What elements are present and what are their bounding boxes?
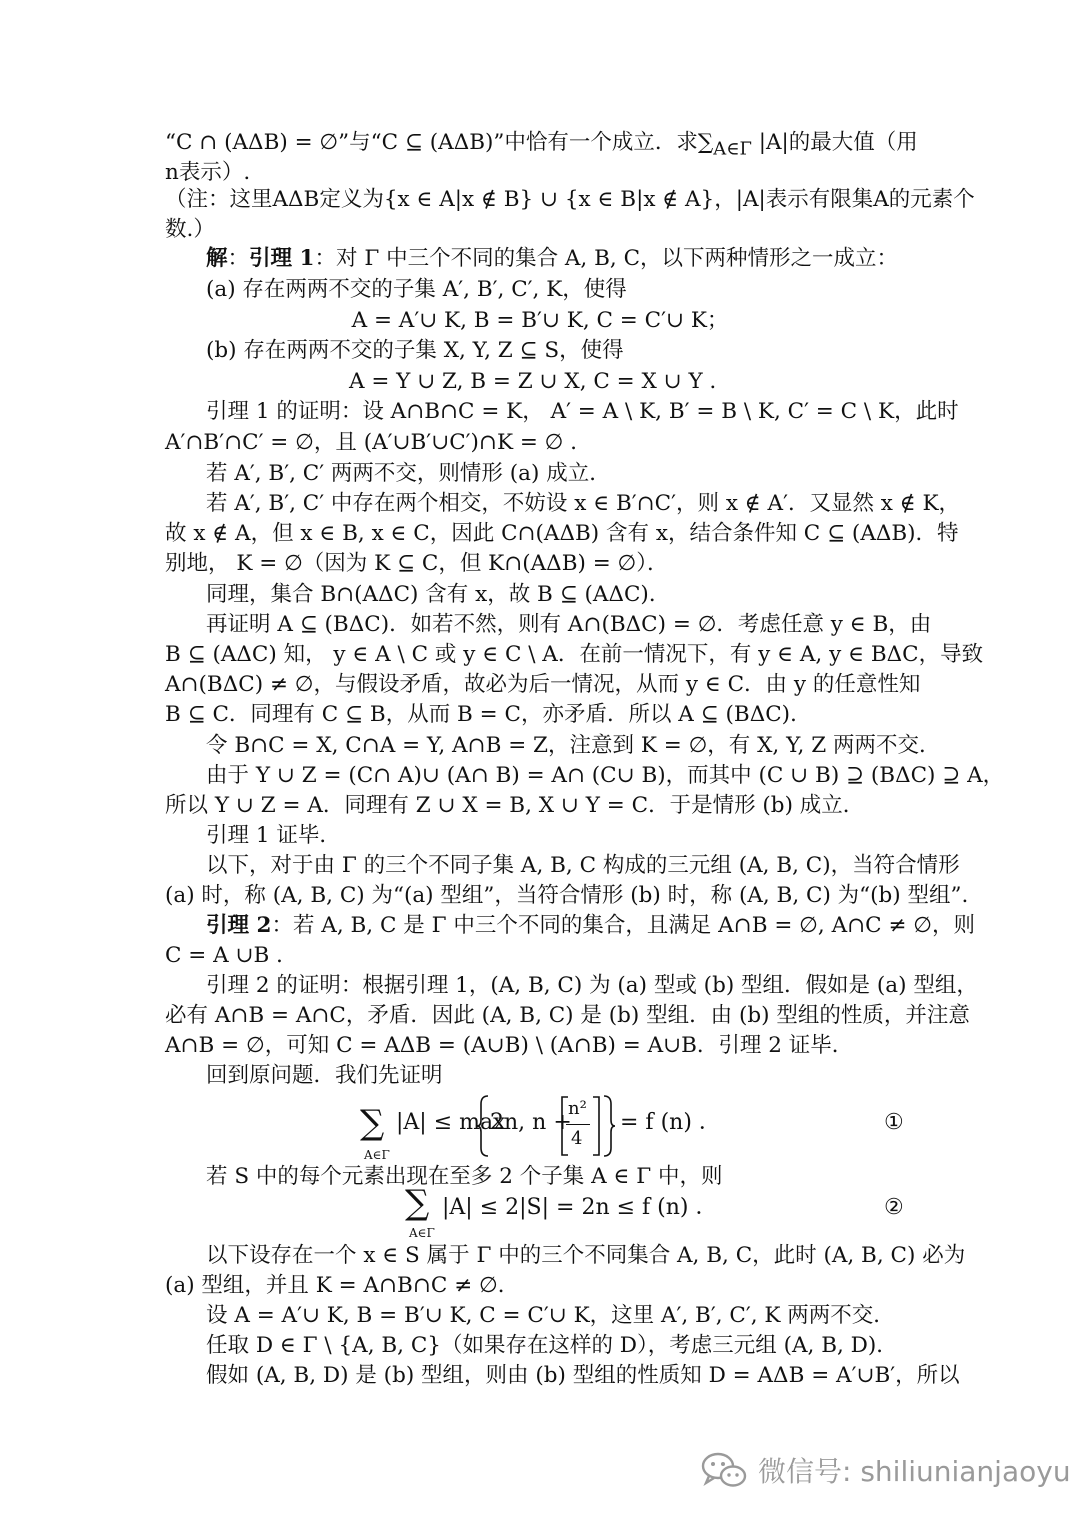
- text-line: (a) 时，称 (A, B, C) 为“(a) 型组”，当符合情形 (b) 时，称 (A, B, C) 为“(b) 型组”.: [165, 883, 969, 908]
- equation-line: A = A′∪ K, B = B′∪ K, C = C′∪ K；: [351, 308, 729, 333]
- text-line: 假如 (A, B, D) 是 (b) 型组，则由 (b) 型组的性质知 D = AΔB = A′∪B′，所以: [206, 1363, 960, 1388]
- text-line: 解：引理 1：对 Γ 中三个不同的集合 A, B, C，以下两种情形之一成立：: [206, 246, 899, 271]
- watermark-text: 微信号: shiliunianjaoyu: [758, 1455, 1071, 1488]
- text-line: C = A ∪B ．: [165, 943, 298, 968]
- eq1-rhs: = f (n) ．: [620, 1110, 721, 1135]
- text-line: B ⊆ C．同理有 C ⊆ B，从而 B = C，亦矛盾．所以 A ⊆ (BΔC)．: [165, 702, 812, 727]
- equation-line: A = Y ∪ Z, B = Z ∪ X, C = X ∪ Y ．: [348, 369, 732, 394]
- text-line: 同理，集合 B∩(AΔC) 含有 x，故 B ⊆ (AΔC)．: [206, 582, 671, 607]
- sum-symbol: ∑: [405, 1183, 430, 1223]
- text-line: 任取 D ∈ Γ \ {A, B, C}（如果存在这样的 D），考虑三元组 (A, B, D)．: [206, 1333, 898, 1358]
- sum-symbol: ∑: [360, 1103, 385, 1143]
- text-line: (b) 存在两两不交的子集 X, Y, Z ⊆ S，使得: [206, 338, 624, 363]
- watermark: [700, 1446, 1071, 1494]
- text-line: 所以 Y ∪ Z = A．同理有 Z ∪ X = B, X ∪ Y = C．于是情形 (b) 成立．: [165, 793, 865, 818]
- text-line: (a) 存在两两不交的子集 A′, B′, C′, K，使得: [206, 277, 627, 302]
- text-line: 引理 1 证毕．: [206, 823, 341, 848]
- text-line: 以下设存在一个 x ∈ S 属于 Γ 中的三个不同集合 A, B, C，此时 (A, B, C) 必为: [206, 1243, 966, 1268]
- text-line: 若 A′, B′, C′ 两两不交，则情形 (a) 成立．: [206, 461, 611, 486]
- text-line: 再证明 A ⊆ (BΔC)．如若不然，则有 A∩(BΔC) = ∅．考虑任意 y ∈ B，由: [206, 612, 932, 637]
- text-line: 必有 A∩B = A∩C，矛盾．因此 (A, B, C) 是 (b) 型组．由 (b) 型组的性质，并注意: [165, 1003, 970, 1028]
- text-line: 引理 1 的证明：设 A∩B∩C = K， A′ = A \ K, B′ = B \ K, C′ = C \ K，此时: [206, 399, 959, 424]
- text-line: 引理 2 的证明：根据引理 1，(A, B, C) 为 (a) 型或 (b) 型组．假如是 (a) 型组，: [206, 973, 978, 998]
- wechat-icon: [700, 1450, 748, 1490]
- text-line: A′∩B′∩C′ = ∅，且 (A′∪B′∪C′)∩K = ∅ ．: [165, 430, 592, 455]
- text-line: (a) 型组，并且 K = A∩B∩C ≠ ∅．: [165, 1273, 520, 1298]
- right-floor-bracket: [591, 1096, 601, 1156]
- frac-denominator: 4: [571, 1128, 583, 1149]
- equation-number-2: ②: [884, 1195, 904, 1220]
- text-line: 若 S 中的每个元素出现在至多 2 个子集 A ∈ Γ 中，则: [206, 1164, 723, 1189]
- text-line: A∩B = ∅，可知 C = AΔB = (A∪B) \ (A∩B) = A∪B．引理 2 证毕．: [165, 1033, 854, 1058]
- right-brace: [602, 1094, 616, 1158]
- text-line: 若 A′, B′, C′ 中存在两个相交，不妨设 x ∈ B′∩C′，则 x ∉ A′．又显然 x ∉ K，: [206, 491, 961, 516]
- left-brace: [476, 1094, 490, 1158]
- text-line: 令 B∩C = X, C∩A = Y, A∩B = Z，注意到 K = ∅，有 X, Y, Z 两两不交．: [206, 733, 941, 758]
- equation-number-1: ①: [884, 1110, 904, 1135]
- text-line: （注：这里AΔB定义为{x ∈ A|x ∉ B} ∪ {x ∈ B|x ∉ A}，|A|表示有限集A的元素个: [165, 187, 975, 212]
- frac-numerator: n²: [568, 1098, 587, 1119]
- text-line: 别地， K = ∅（因为 K ⊆ C，但 K∩(AΔB) = ∅）．: [165, 551, 669, 576]
- text-line: A∩(BΔC) ≠ ∅，与假设矛盾，故必为后一情况，从而 y ∈ C．由 y 的任意性知: [165, 672, 921, 697]
- eq1-lhs: |A| ≤ max: [396, 1110, 506, 1135]
- text-line: 由于 Y ∪ Z = (C∩ A)∪ (A∩ B) = A∩ (C∪ B)，而其中 (C ∪ B) ⊇ (BΔC) ⊇ A，: [206, 763, 1005, 788]
- text-line: “C ∩ (AΔB) = ∅”与“C ⊆ (AΔB)”中恰有一个成立．求$\sum_{A\in\Gamma}$ |A|的最大值（用: [165, 130, 918, 160]
- eq1-args: 2n, n +: [490, 1110, 572, 1135]
- text-line: 以下，对于由 Γ 的三个不同子集 A, B, C 构成的三元组 (A, B, C)，当符合情形: [206, 853, 960, 878]
- text-line: 设 A = A′∪ K, B = B′∪ K, C = C′∪ K，这里 A′, B′, C′, K 两两不交．: [206, 1303, 895, 1328]
- eq2-body: |A| ≤ 2|S| = 2n ≤ f (n) ．: [442, 1195, 718, 1220]
- text-line: n表示）.: [165, 160, 251, 185]
- sum-subscript: A∈Γ: [409, 1226, 435, 1240]
- text-line: 引理 2：若 A, B, C 是 Γ 中三个不同的集合，且满足 A∩B = ∅, A∩C ≠ ∅，则: [206, 913, 975, 938]
- text-line: 回到原问题．我们先证明: [206, 1063, 443, 1088]
- text-line: 数.）: [165, 217, 215, 242]
- text-line: B ⊆ (AΔC) 知， y ∈ A \ C 或 y ∈ C \ A．在前一情况下，有 y ∈ A, y ∈ BΔC，导致: [165, 642, 984, 667]
- sum-subscript: A∈Γ: [364, 1148, 390, 1162]
- text-line: 故 x ∉ A，但 x ∈ B, x ∈ C，因此 C∩(AΔB) 含有 x，结合条件知 C ⊆ (AΔB)．特: [165, 521, 959, 546]
